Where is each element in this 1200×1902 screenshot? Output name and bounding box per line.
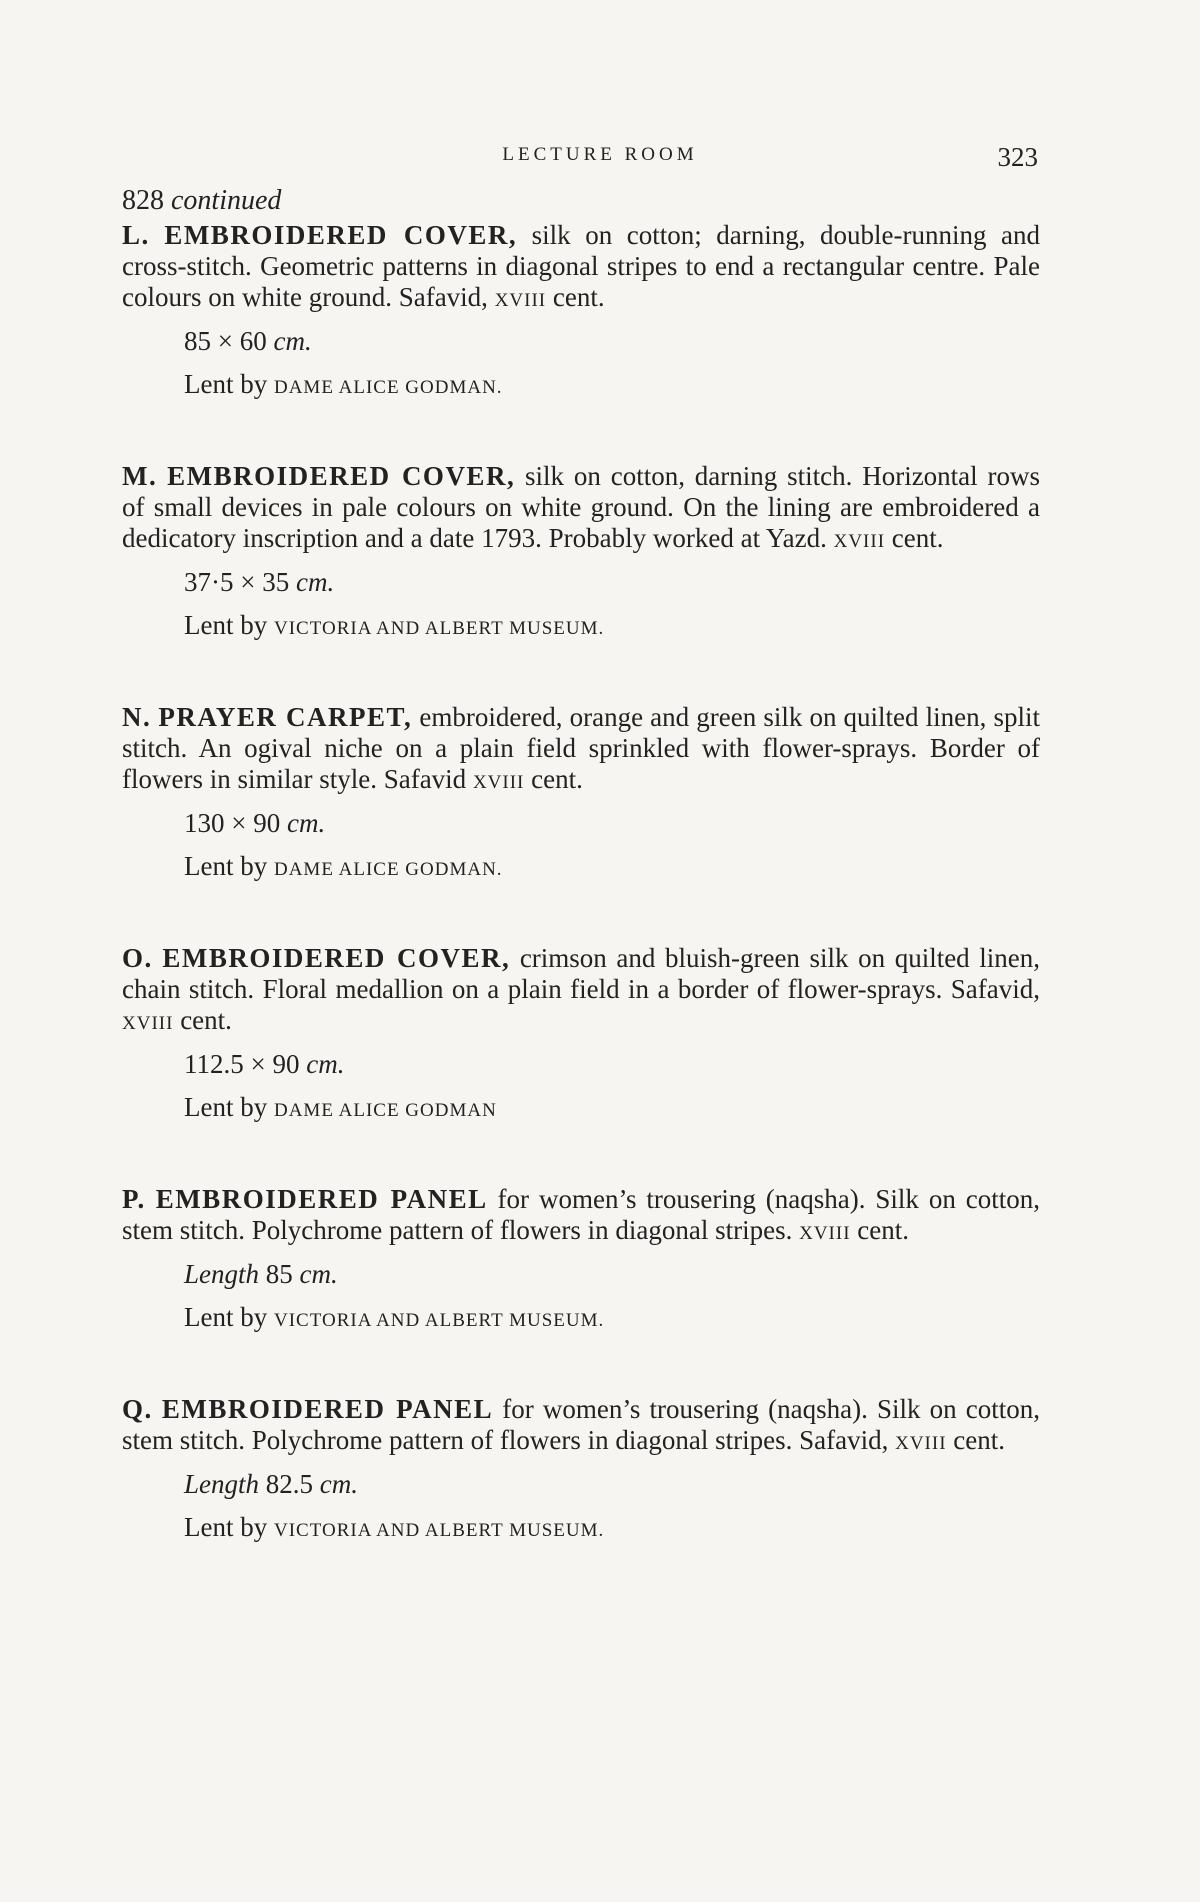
running-title: LECTURE ROOM <box>502 144 698 165</box>
entry-text: embroidered, orange and green silk on quilted linen, split stitch. An ogival niche on a plain field sprinkled with flower-sprays. Border of flowers in similar style. Safavid <box>122 702 1040 794</box>
entry-lender <box>122 1092 1040 1126</box>
lender-name: DAME ALICE GODMAN <box>273 1100 497 1121</box>
catalogue-entry-p <box>122 1184 1040 1336</box>
entry-text: silk on cotton, darning stitch. Horizontal rows of small devices in pale colours on white ground. On the lining are embroidered a dedicatory inscription and a date 1793. Probably worked at Yazd. <box>122 461 1041 553</box>
entry-text-end: cent. <box>885 523 944 553</box>
entry-century: XVIII <box>895 1433 947 1454</box>
lender-name: VICTORIA AND ALBERT MUSEUM. <box>273 1520 605 1541</box>
entry-lender <box>122 610 1040 644</box>
entry-text-end: cent. <box>946 1425 1006 1455</box>
entry-letter: Q. <box>122 1394 153 1424</box>
entry-dimensions <box>122 326 1040 357</box>
dimension-unit: cm. <box>306 1049 345 1079</box>
entry-text-end: cent. <box>546 282 605 312</box>
dimension-unit: cm. <box>286 808 326 838</box>
entry-text: for women’s trousering (naqsha). Silk on cotton, stem stitch. Polychrome pattern of flowers in diagonal stripes. Safavid, <box>122 1394 1041 1455</box>
dimension-value: 82.5 <box>265 1469 314 1499</box>
entry-description <box>122 1394 1040 1459</box>
entry-century: XVIII <box>472 772 525 793</box>
lender-prefix: Lent by <box>184 851 274 881</box>
dimension-value: 112.5 × 90 <box>184 1049 300 1079</box>
dimension-value: 130 × 90 <box>184 808 281 838</box>
entry-title: EMBROIDERED PANEL <box>155 1184 488 1214</box>
entry-description <box>122 702 1040 798</box>
entry-title: EMBROIDERED COVER, <box>167 461 516 491</box>
entry-description <box>122 943 1040 1039</box>
entry-text-end: cent. <box>173 1005 232 1035</box>
entry-description <box>122 220 1040 316</box>
entry-title: EMBROIDERED COVER, <box>164 220 518 250</box>
entry-text-end: cent. <box>850 1215 910 1245</box>
continued-line <box>122 184 1040 218</box>
lender-name: VICTORIA AND ALBERT MUSEUM. <box>273 1310 605 1331</box>
entry-title: EMBROIDERED PANEL <box>161 1394 494 1424</box>
entry-lender <box>122 369 1040 403</box>
lender-prefix: Lent by <box>184 1512 274 1542</box>
dimension-unit: cm. <box>319 1469 358 1499</box>
dimension-unit: cm. <box>295 567 335 597</box>
entry-letter: M. <box>122 461 158 491</box>
entry-title: PRAYER CARPET, <box>158 702 413 732</box>
dimension-unit: cm. <box>273 326 312 356</box>
entry-title: EMBROIDERED COVER, <box>162 943 511 973</box>
entry-century: XVIII <box>799 1223 851 1244</box>
dimension-value: 85 × 60 <box>184 326 267 356</box>
entry-dimensions <box>122 1049 1040 1080</box>
entry-century: XVIII <box>494 290 547 311</box>
entry-dimensions <box>122 808 1040 839</box>
lender-name: DAME ALICE GODMAN. <box>273 859 503 880</box>
entry-description <box>122 461 1040 557</box>
entry-text: for women’s trousering (naqsha). Silk on cotton, stem stitch. Polychrome pattern of flowers in diagonal stripes. <box>122 1184 1040 1245</box>
entry-dimensions <box>122 567 1040 598</box>
entry-century: XVIII <box>833 531 886 552</box>
entry-letter: P. <box>122 1184 146 1214</box>
entry-letter: N. <box>122 702 152 732</box>
page-number: 323 <box>997 142 1038 172</box>
dimension-unit: cm. <box>299 1259 338 1289</box>
lender-prefix: Lent by <box>184 610 274 640</box>
entry-lender <box>122 1302 1040 1336</box>
dimension-value: 85 <box>265 1259 293 1289</box>
entry-dimensions <box>122 1259 1040 1290</box>
catalogue-entry-q <box>122 1394 1040 1546</box>
lender-prefix: Lent by <box>184 369 274 399</box>
catalogue-entry-l <box>122 220 1040 403</box>
lender-prefix: Lent by <box>184 1092 274 1122</box>
catalogue-entry-m <box>122 461 1040 644</box>
catalogue-entry-n <box>122 702 1040 885</box>
catalogue-number: 828 <box>122 185 164 216</box>
entry-lender <box>122 1512 1040 1546</box>
entry-lender <box>122 851 1040 885</box>
entry-description <box>122 1184 1040 1249</box>
entry-dimensions <box>122 1469 1040 1500</box>
entry-letter: L. <box>122 220 150 250</box>
entry-text: silk on cotton; darning, double-running and cross-stitch. Geometric patterns in diagonal stripes to end a rectangular centre. Pale colours on white ground. Safavid, <box>122 220 1041 312</box>
lender-name: DAME ALICE GODMAN. <box>273 377 503 398</box>
lender-prefix: Lent by <box>184 1302 274 1332</box>
dimension-label: Length <box>184 1469 266 1499</box>
entry-text-end: cent. <box>524 764 583 794</box>
continued-label: continued <box>171 185 282 216</box>
catalogue-content <box>122 184 1040 1604</box>
lender-name: VICTORIA AND ALBERT MUSEUM. <box>273 618 605 639</box>
entry-text: crimson and bluish-green silk on quilted linen, chain stitch. Floral medallion on a plain field in a border of flower-sprays. Safavid, <box>122 943 1041 1004</box>
dimension-label: Length <box>184 1259 266 1289</box>
entry-century: XVIII <box>122 1013 174 1034</box>
dimension-value: 37·5 × 35 <box>184 567 290 597</box>
entry-letter: O. <box>122 943 153 973</box>
running-head <box>0 142 1200 172</box>
catalogue-entry-o <box>122 943 1040 1126</box>
